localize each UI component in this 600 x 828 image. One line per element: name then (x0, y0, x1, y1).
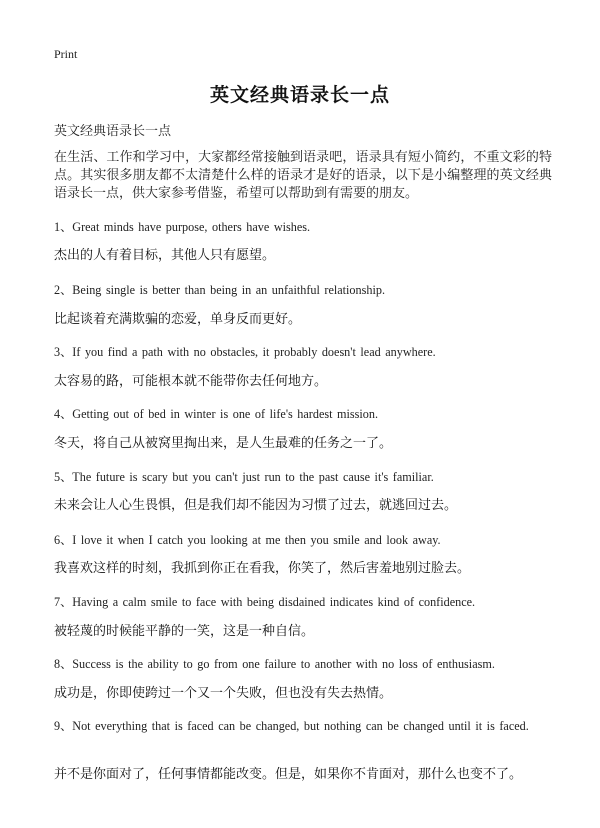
article-subtitle: 英文经典语录长一点 (54, 124, 172, 139)
quote-5-chinese: 未来会让人心生畏惧，但是我们却不能因为习惯了过去，就逃回过去。 (54, 498, 458, 513)
quote-2-english: 2、Being single is better than being in an unfaithful relationship. (54, 283, 385, 297)
quote-7-chinese: 被轻蔑的时候能平静的一笑，这是一种自信。 (54, 624, 315, 639)
quote-6-chinese: 我喜欢这样的时刻，我抓到你正在看我，你笑了，然后害羞地别过脸去。 (54, 561, 471, 576)
quote-8-chinese: 成功是，你即使跨过一个又一个失败，但也没有失去热情。 (54, 686, 393, 701)
quote-9-chinese: 并不是你面对了，任何事情都能改变。但是，如果你不肯面对，那什么也变不了。 (54, 767, 523, 782)
quote-9-english: 9、Not everything that is faced can be changed, but nothing can be changed until it is faced. (54, 719, 529, 733)
quote-2-chinese: 比起谈着充满欺骗的恋爱，单身反而更好。 (54, 312, 302, 327)
quote-3-english: 3、If you find a path with no obstacles, it probably doesn't lead anywhere. (54, 345, 436, 359)
quote-7-english: 7、Having a calm smile to face with being disdained indicates kind of confidence. (54, 595, 476, 609)
quote-5-english: 5、The future is scary but you can't just run to the past cause it's familiar. (54, 470, 434, 484)
page-title: 英文经典语录长一点 (209, 84, 390, 106)
quote-3-chinese: 太容易的路，可能根本就不能带你去任何地方。 (54, 374, 328, 389)
print-link[interactable]: Print (54, 47, 78, 61)
quote-4-english: 4、Getting out of bed in winter is one of life's hardest mission. (54, 407, 379, 421)
quote-1-chinese: 杰出的人有着目标，其他人只有愿望。 (54, 248, 276, 263)
quote-4-chinese: 冬天，将自己从被窝里掏出来，是人生最难的任务之一了。 (54, 436, 393, 451)
quote-6-english: 6、I love it when I catch you looking at me then you smile and look away. (54, 533, 441, 547)
quote-1-english: 1、Great minds have purpose, others have wishes. (54, 220, 311, 234)
quote-8-english: 8、Success is the ability to go from one failure to another with no loss of enthusiasm. (54, 657, 495, 671)
intro-paragraph: 在生活、工作和学习中，大家都经常接触到语录吧，语录具有短小简约，不重文彩的特点。其实很多朋友都不太清楚什么样的语录才是好的语录，以下是小编整理的英文经典语录长一点，供大家参考借鉴，希望可以帮助到有需要的朋友。 (54, 150, 552, 201)
